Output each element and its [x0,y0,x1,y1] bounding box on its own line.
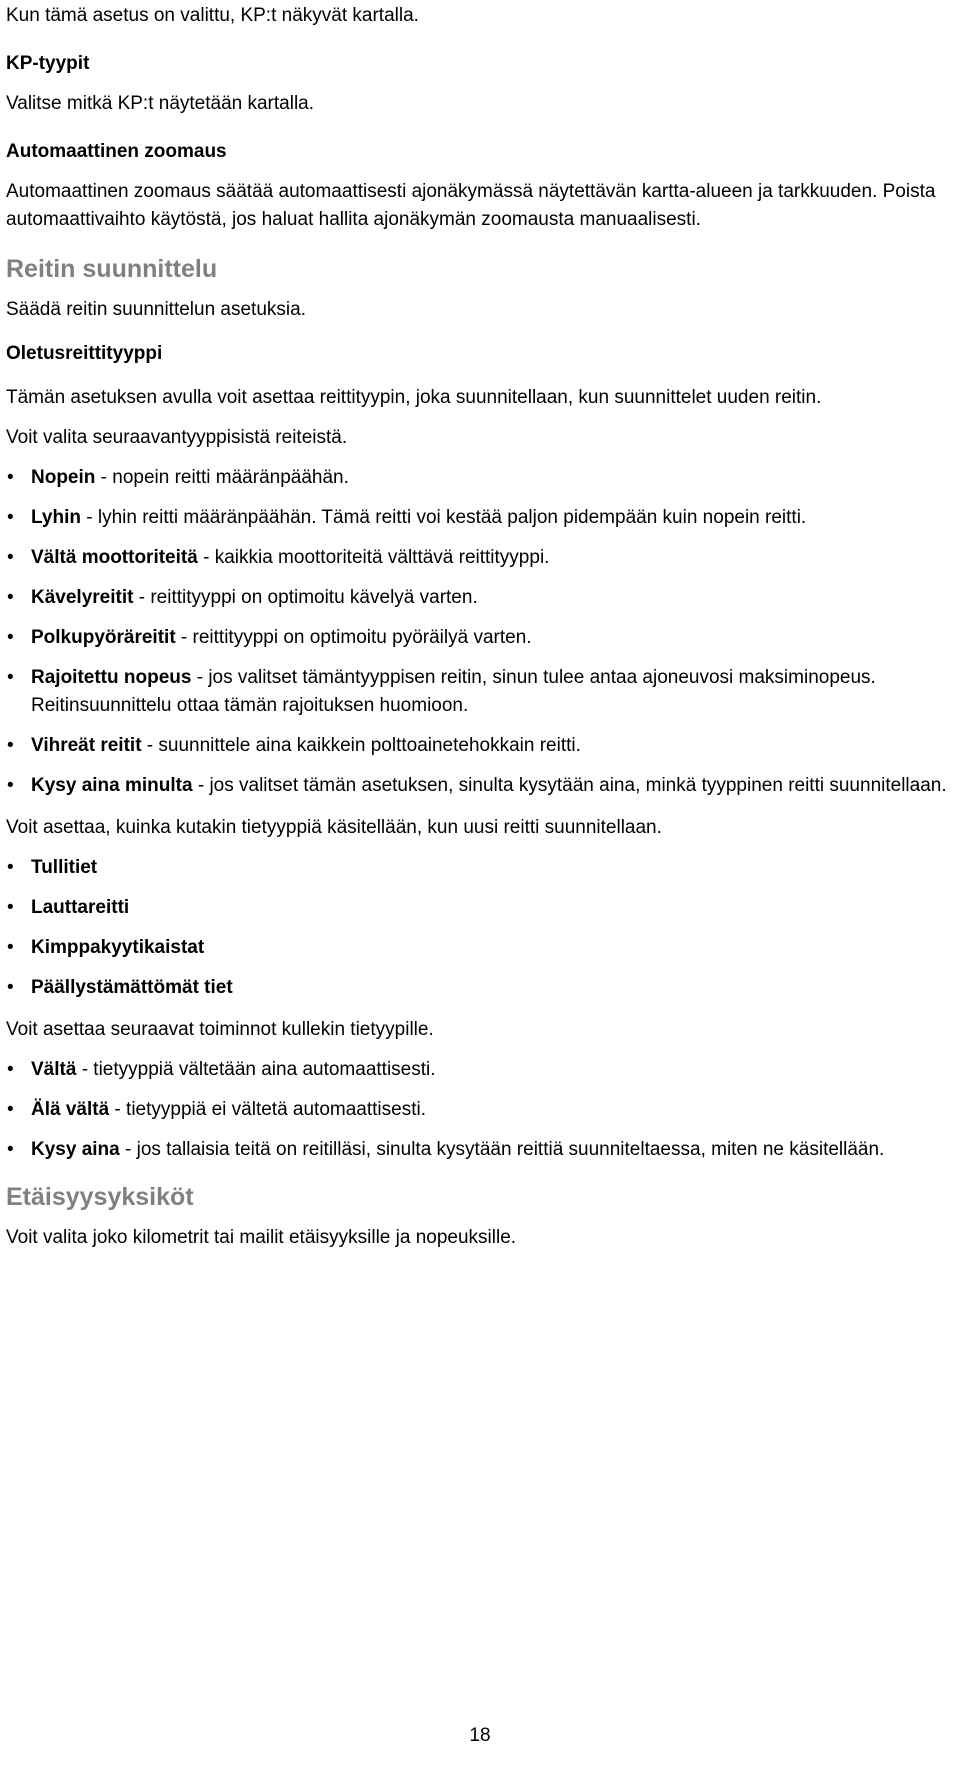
list-item [6,732,951,760]
bullet-icon: • [7,937,14,958]
list-item-desc: - lyhin reitti määränpäähän. Tämä reitti voi kestää paljon pidempään kuin nopein reitti. [80,507,807,528]
route-types-intro: Voit valita seuraavantyyppisistä reiteistä. [6,427,348,448]
route-planning-heading: Reitin suunnittelu [6,255,218,283]
bullet-icon: • [7,547,14,568]
intro-paragraph: Kun tämä asetus on valittu, KP:t näkyvät kartalla. [6,5,419,26]
list-item-term: Tullitiet [31,857,98,878]
page-number: 18 [469,1725,491,1746]
list-item [6,894,951,922]
bullet-icon: • [7,735,14,756]
bullet-icon: • [7,587,14,608]
list-item-term: Lyhin [31,507,81,528]
list-item-desc: - reittityyppi on optimoitu kävelyä varten. [133,587,478,608]
list-item-term: Kysy aina minulta [31,775,193,796]
default-route-type-text: Tämän asetuksen avulla voit asettaa reittityypin, joka suunnitellaan, kun suunnittelet uuden reitin. [6,387,822,408]
list-item-term: Rajoitettu nopeus [31,667,192,688]
bullet-icon: • [7,1059,14,1080]
bullet-icon: • [7,977,14,998]
default-route-type-heading: Oletusreittityyppi [6,343,163,364]
list-item-desc: - jos valitset tämäntyyppisen reitin, sinun tulee antaa ajoneuvosi maksiminopeus. Reitinsuunnittelu ottaa tämän rajoituksen huomioon. [31,667,876,716]
list-item-term: Polkupyöräreitit [31,627,176,648]
list-item [6,854,951,882]
list-item [6,974,951,1002]
list-item-term: Vihreät reitit [31,735,142,756]
list-item [6,934,951,962]
road-actions-text: Voit asettaa seuraavat toiminnot kullekin tietyypille. [6,1019,434,1040]
list-item [6,1056,951,1084]
list-item [6,1136,951,1164]
list-item [6,624,951,652]
list-item-term: Nopein [31,467,96,488]
poi-types-heading: KP-tyypit [6,53,90,74]
bullet-icon: • [7,897,14,918]
route-type-list [6,464,951,800]
list-item-term: Vältä moottoriteitä [31,547,198,568]
list-item-desc: - jos valitset tämän asetuksen, sinulta kysytään aina, minkä tyyppinen reitti suunnitellaan. [192,775,947,796]
list-item-desc: - jos tallaisia teitä on reitilläsi, sinulta kysytään reittiä suunniteltaessa, miten ne käsitellään. [119,1139,885,1160]
auto-zoom-text: Automaattinen zoomaus säätää automaattisesti ajonäkymässä näytettävän kartta-alueen ja tarkkuuden. Poista automaattivaihto käytöstä, jos haluat hallita ajonäkymän zoomausta manuaalisesti. [6,181,936,230]
bullet-icon: • [7,467,14,488]
list-item [6,504,951,532]
list-item-desc: - suunnittele aina kaikkein polttoainetehokkain reitti. [141,735,581,756]
poi-types-text: Valitse mitkä KP:t näytetään kartalla. [6,93,315,114]
list-item-term: Lauttareitti [31,897,130,918]
bullet-icon: • [7,507,14,528]
list-item [6,544,951,572]
list-item [6,664,951,720]
bullet-icon: • [7,667,14,688]
bullet-icon: • [7,1099,14,1120]
bullet-icon: • [7,627,14,648]
list-item-desc: - tietyyppiä ei vältetä automaattisesti. [109,1099,426,1120]
distance-units-heading: Etäisyysyksiköt [6,1183,194,1211]
list-item [6,464,951,492]
list-item-term: Älä vältä [31,1099,110,1120]
road-action-list [6,1056,951,1164]
list-item-desc: - nopein reitti määränpäähän. [95,467,349,488]
list-item-term: Kävelyreitit [31,587,134,608]
road-type-list [6,854,951,1002]
list-item [6,772,951,800]
list-item-desc: - reittityyppi on optimoitu pyöräilyä varten. [175,627,532,648]
route-planning-text: Säädä reitin suunnittelun asetuksia. [6,299,306,320]
list-item-desc: - tietyyppiä vältetään aina automaattisesti. [76,1059,436,1080]
list-item-term: Vältä [31,1059,77,1080]
document-page [6,0,951,1252]
list-item [6,1096,951,1124]
distance-units-text: Voit valita joko kilometrit tai mailit etäisyyksille ja nopeuksille. [6,1227,517,1248]
auto-zoom-heading: Automaattinen zoomaus [6,141,227,162]
list-item-term: Kysy aina [31,1139,120,1160]
list-item [6,584,951,612]
road-types-text: Voit asettaa, kuinka kutakin tietyyppiä käsitellään, kun uusi reitti suunnitellaan. [6,817,662,838]
bullet-icon: • [7,1139,14,1160]
list-item-term: Päällystämättömät tiet [31,977,233,998]
list-item-desc: - kaikkia moottoriteitä välttävä reittityyppi. [197,547,550,568]
list-item-term: Kimppakyytikaistat [31,937,205,958]
bullet-icon: • [7,775,14,796]
bullet-icon: • [7,857,14,878]
